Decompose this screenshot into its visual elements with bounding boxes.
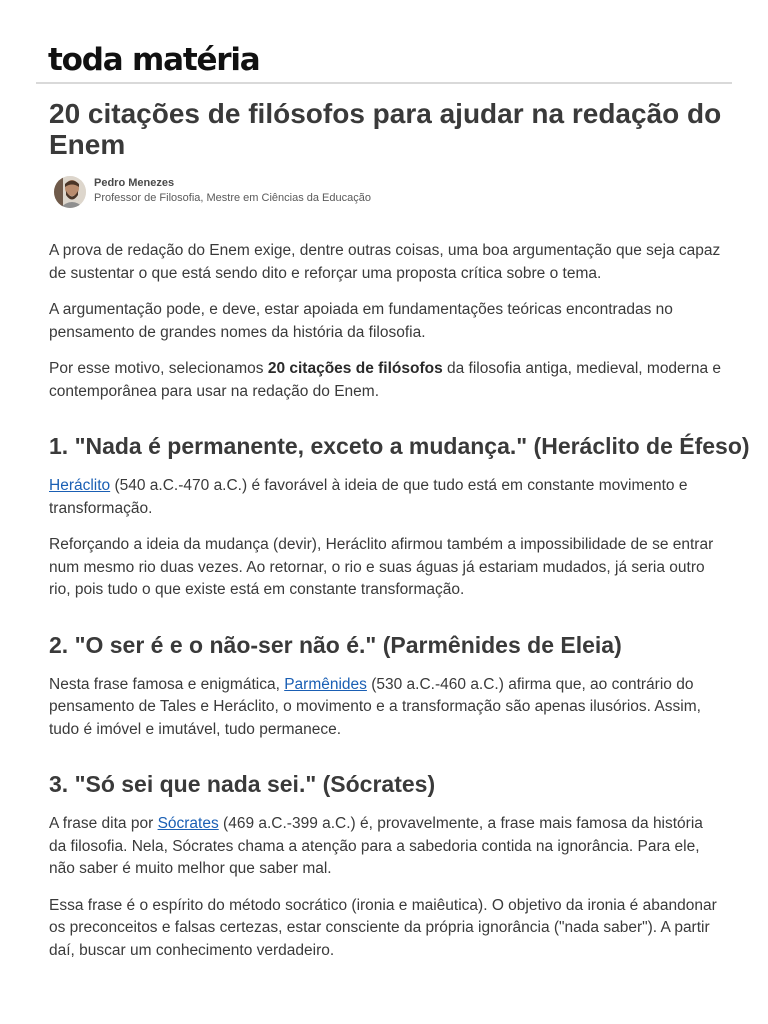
paragraph-text: (469 a.C.-399 a.C.) é, provavelmente, a frase mais famosa da história da filosofia. Nela, Sócrates chama a atenção para a sabedoria contida na ignorância. Para ele, não saber é muito melhor que saber mal. [49,815,703,877]
section-2-paragraph-1 [49,674,724,742]
header-divider [36,82,732,84]
section-3-paragraph-1 [49,813,724,881]
paragraph-text: (540 a.C.-470 a.C.) é favorável à ideia de que tudo está em constante movimento e transformação. [49,477,688,517]
link-heraclito[interactable]: Heráclito [49,477,111,494]
author-name[interactable]: Pedro Menezes [94,177,175,189]
intro-paragraph-3 [49,358,724,403]
link-socrates[interactable]: Sócrates [157,815,219,832]
intro-highlight: 20 citações de filósofos [267,360,443,377]
section-1-paragraph-2: Reforçando a ideia da mudança (devir), Heráclito afirmou também a impossibilidade de se entrar num mesmo rio duas vezes. Ao retornar, o rio e suas águas já estariam mudados, já seria outro rio, pois tudo o que existe está em constante transformação. [49,536,714,598]
author-photo-icon [54,176,86,208]
author-avatar[interactable] [54,176,86,208]
section-heading-socrates: 3. "Só sei que nada sei." (Sócrates) [49,771,436,797]
section-3-paragraph-2: Essa frase é o espírito do método socrático (ironia e maiêutica). O objetivo da ironia é abandonar os preconceitos e falsas certezas, estar consciente da própria ignorância ("nada saber"). A partir daí, buscar um conhecimento verdadeiro. [49,896,717,959]
article-content [49,98,750,976]
paragraph-text: A frase dita por [49,815,158,832]
paragraph-text: (530 a.C.-460 a.C.) afirma que, ao contrário do pensamento de Tales e Heráclito, o movimento e a transformação são apenas ilusórios. Assim, tudo é imóvel e imutável, tudo permanece. [49,675,701,738]
intro-paragraph-1: A prova de redação do Enem exige, dentre outras coisas, uma boa argumentação que seja capaz de sustentar o que está sendo dito e reforçar uma proposta crítica sobre o tema. [49,242,721,282]
author-role: Professor de Filosofia, Mestre em Ciências da Educação [94,192,371,204]
section-1-paragraph-1 [49,475,724,520]
intro-text: da filosofia antiga, medieval, moderna e contemporânea para usar na redação do Enem. [49,360,722,400]
section-heading-parmenides: 2. "O ser é e o não-ser não é." (Parmênides de Eleia) [49,631,622,658]
paragraph-text: Nesta frase famosa e enigmática, [49,675,285,693]
site-header [48,40,260,80]
article-title: 20 citações de filósofos para ajudar na redação do Enem [49,98,722,160]
intro-paragraph-2: A argumentação pode, e deve, estar apoiada em fundamentações teóricas encontradas no pensamento de grandes nomes da história da filosofia. [49,301,673,341]
intro-text: Por esse motivo, selecionamos [49,360,268,377]
section-heading-heraclito: 1. "Nada é permanente, exceto a mudança." (Heráclito de Éfeso) [49,433,750,459]
site-logo[interactable]: toda matéria [48,42,260,78]
link-parmenides[interactable]: Parmênides [284,675,367,693]
author-block [49,176,724,214]
